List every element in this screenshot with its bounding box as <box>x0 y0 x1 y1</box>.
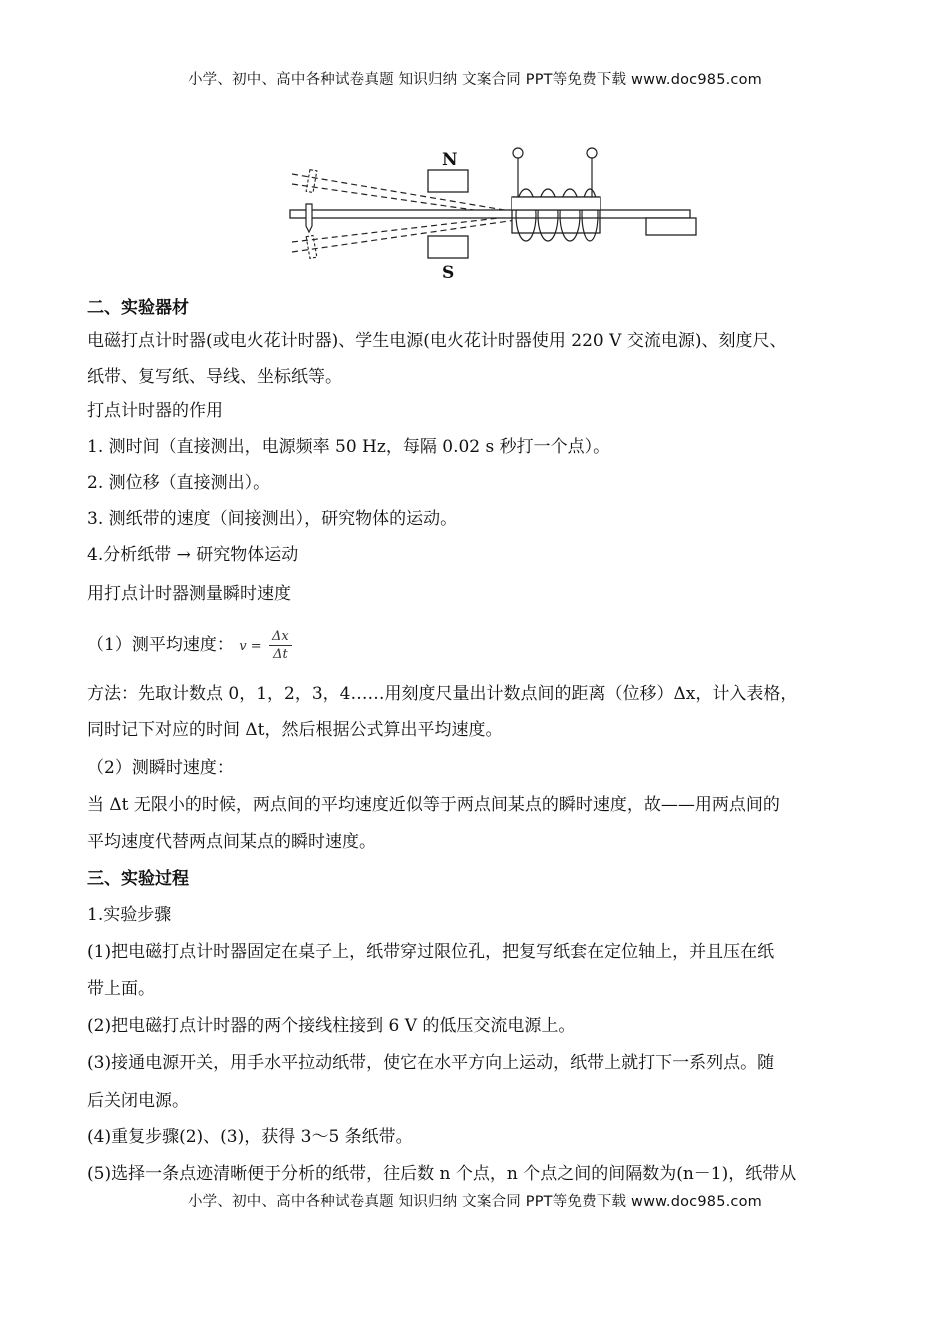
role-item-1: 1. 测时间（直接测出，电源频率 50 Hz，每隔 0.02 s 秒打一个点）。 <box>87 437 611 457</box>
section3-title: 三、实验过程 <box>87 869 189 889</box>
steps-title: 1.实验步骤 <box>87 905 172 925</box>
formula-lhs: v = <box>239 639 262 654</box>
step-1-line-2: 带上面。 <box>87 979 155 999</box>
measure-title: 用打点计时器测量瞬时速度 <box>87 584 291 604</box>
role-item-3: 3. 测纸带的速度（间接测出），研究物体的运动。 <box>87 509 458 529</box>
instant-line-1: 当 Δt 无限小的时候，两点间的平均速度近似等于两点间某点的瞬时速度，故——用两点间的 <box>87 795 780 815</box>
formula-numerator: Δx <box>269 628 292 646</box>
stylus <box>306 204 312 232</box>
page-footer: 小学、初中、高中各种试卷真题 知识归纳 文案合同 PPT等免费下载 www.doc985.com <box>187 1194 763 1210</box>
timer-diagram <box>286 140 706 288</box>
instant-line-2: 平均速度代替两点间某点的瞬时速度。 <box>87 832 376 852</box>
magnet-south <box>428 236 468 258</box>
terminal-posts <box>513 148 597 197</box>
method-line-2: 同时记下对应的时间 Δt，然后根据公式算出平均速度。 <box>87 720 503 740</box>
avg-speed-formula <box>269 628 292 663</box>
section2-title: 二、实验器材 <box>87 298 189 318</box>
avg-speed-label: （1）测平均速度： <box>87 635 234 655</box>
instant-speed-label: （2）测瞬时速度： <box>87 758 234 778</box>
stylus-upper-dashed <box>306 170 317 193</box>
equipment-line-1: 电磁打点计时器(或电火花计时器)、学生电源(电火花计时器使用 220 V 交流电源)、刻度尺、 <box>87 331 787 351</box>
label-s: S <box>442 263 455 283</box>
step-2: (2)把电磁打点计时器的两个接线柱接到 6 V 的低压交流电源上。 <box>87 1016 576 1036</box>
method-line-1: 方法：先取计数点 0，1，2，3，4……用刻度尺量出计数点间的距离（位移）Δx，计入表格， <box>87 684 798 704</box>
role-item-2: 2. 测位移（直接测出）。 <box>87 473 271 493</box>
formula-denominator: Δt <box>273 647 288 662</box>
vibrating-arm <box>290 210 690 218</box>
vibrating-arm-lower-dashed <box>292 216 516 252</box>
page-header: 小学、初中、高中各种试卷真题 知识归纳 文案合同 PPT等免费下载 www.doc985.com <box>187 72 763 88</box>
step-4: (4)重复步骤(2)、(3)，获得 3～5 条纸带。 <box>87 1127 413 1147</box>
magnet-north <box>428 170 468 192</box>
step-1-line-1: (1)把电磁打点计时器固定在桌子上，纸带穿过限位孔，把复写纸套在定位轴上，并且压在纸 <box>87 942 775 962</box>
step-5-line-1: (5)选择一条点迹清晰便于分析的纸带，往后数 n 个点，n 个点之间的间隔数为(n－1)，纸带从 <box>87 1164 797 1184</box>
step-3-line-2: 后关闭电源。 <box>87 1091 189 1111</box>
arm-end-block <box>646 218 696 235</box>
label-n: N <box>442 150 458 170</box>
role-item-4: 4.分析纸带 → 研究物体运动 <box>87 545 299 565</box>
equipment-line-2: 纸带、复写纸、导线、坐标纸等。 <box>87 367 342 387</box>
avg-speed-row <box>87 628 877 662</box>
step-3-line-1: (3)接通电源开关，用手水平拉动纸带，使它在水平方向上运动，纸带上就打下一系列点。随 <box>87 1053 775 1073</box>
timer-role-title: 打点计时器的作用 <box>87 401 223 421</box>
